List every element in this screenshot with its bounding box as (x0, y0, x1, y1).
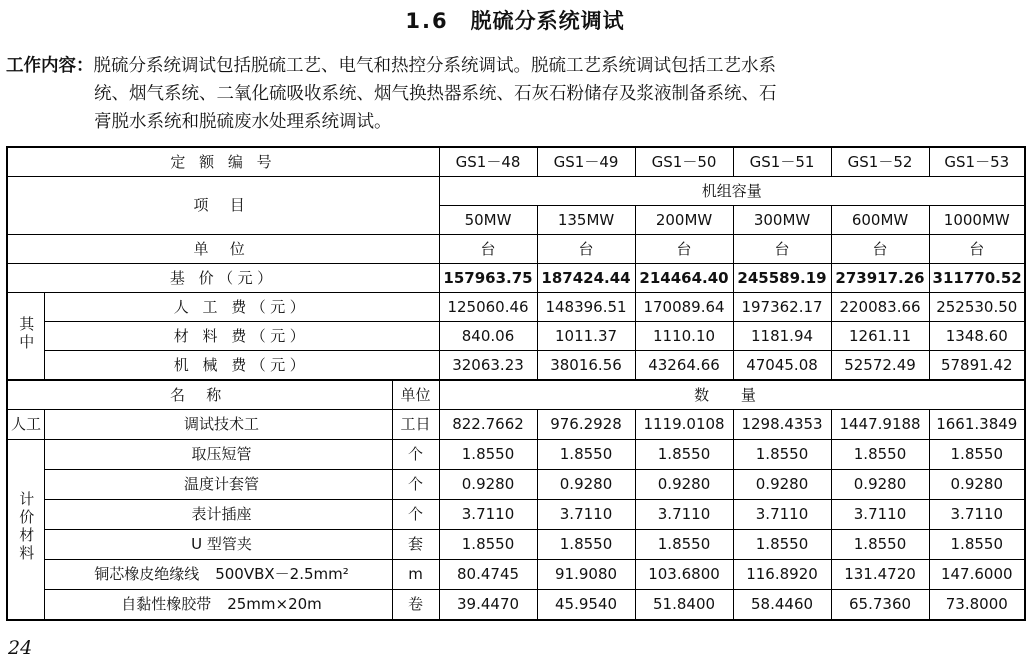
material-value-4-6: 1.8550 (929, 530, 1025, 560)
material-name-2: 温度计套管 (44, 470, 392, 500)
capacity-cell-3: 200MW (635, 206, 733, 235)
base-price-cell-1: 157963.75 (439, 264, 537, 293)
unit-cell-4: 台 (733, 235, 831, 264)
labor-item-name: 调试技术工 (44, 410, 392, 440)
table-row (7, 440, 1025, 470)
material-value-3-6: 3.7110 (929, 500, 1025, 530)
material-value-2-2: 0.9280 (537, 470, 635, 500)
row-label-quota-number: 定 额 编 号 (7, 147, 439, 177)
base-price-cell-3: 214464.40 (635, 264, 733, 293)
material-value-5-4: 116.8920 (733, 560, 831, 590)
labor-cost-cell-2: 148396.51 (537, 293, 635, 322)
labor-item-value-1: 822.7662 (439, 410, 537, 440)
quota-number-cell-4: GS1－51 (733, 147, 831, 177)
material-unit-2: 个 (392, 470, 439, 500)
work-content-line-1: 脱硫分系统调试包括脱硫工艺、电气和热控分系统调试。脱硫工艺系统调试包括工艺水系 (93, 56, 776, 76)
table-row-project-capacity-group (7, 177, 1025, 206)
of-which-group-label: 其中 (7, 293, 44, 381)
material-cost-cell-2: 1011.37 (537, 322, 635, 351)
material-value-6-4: 58.4460 (733, 590, 831, 620)
section-number: 1.6 (405, 9, 449, 33)
quota-number-cell-6: GS1－53 (929, 147, 1025, 177)
row-label-material-cost: 材 料 费（元） (44, 322, 439, 351)
labor-cost-cell-1: 125060.46 (439, 293, 537, 322)
material-value-6-2: 45.9540 (537, 590, 635, 620)
material-cost-cell-1: 840.06 (439, 322, 537, 351)
material-value-1-1: 1.8550 (439, 440, 537, 470)
material-unit-5: m (392, 560, 439, 590)
labor-item-value-2: 976.2928 (537, 410, 635, 440)
priced-material-group-label: 计价材料 (7, 440, 44, 620)
material-unit-1: 个 (392, 440, 439, 470)
table-row-labor-cost (7, 293, 1025, 322)
material-value-4-2: 1.8550 (537, 530, 635, 560)
material-cost-cell-3: 1110.10 (635, 322, 733, 351)
machinery-cost-cell-1: 32063.23 (439, 351, 537, 381)
row-label-base-price: 基 价（元） (7, 264, 439, 293)
labor-group-label: 人工 (7, 410, 44, 440)
machinery-cost-cell-4: 47045.08 (733, 351, 831, 381)
unit-cell-1: 台 (439, 235, 537, 264)
material-value-6-6: 73.8000 (929, 590, 1025, 620)
column-header-quantity: 数 量 (439, 380, 1025, 410)
capacity-cell-6: 1000MW (929, 206, 1025, 235)
row-label-machinery-cost: 机 械 费（元） (44, 351, 439, 381)
table-row-labor-item (7, 410, 1025, 440)
material-value-1-6: 1.8550 (929, 440, 1025, 470)
column-header-unit: 单位 (392, 380, 439, 410)
table-row-unit (7, 235, 1025, 264)
table-row (7, 560, 1025, 590)
capacity-group-header: 机组容量 (439, 177, 1025, 206)
page-number: 24 (8, 637, 33, 659)
material-value-3-5: 3.7110 (831, 500, 929, 530)
page-title (0, 6, 1030, 36)
labor-cost-cell-5: 220083.66 (831, 293, 929, 322)
material-name-3: 表计插座 (44, 500, 392, 530)
labor-item-value-4: 1298.4353 (733, 410, 831, 440)
base-price-cell-5: 273917.26 (831, 264, 929, 293)
table-row (7, 500, 1025, 530)
material-value-4-5: 1.8550 (831, 530, 929, 560)
material-name-5: 铜芯橡皮绝缘线 500VBX－2.5mm² (44, 560, 392, 590)
material-cost-cell-6: 1348.60 (929, 322, 1025, 351)
material-name-6: 自黏性橡胶带 25mm×20m (44, 590, 392, 620)
labor-item-value-3: 1119.0108 (635, 410, 733, 440)
base-price-cell-4: 245589.19 (733, 264, 831, 293)
material-value-2-4: 0.9280 (733, 470, 831, 500)
table-row (7, 590, 1025, 620)
material-value-5-1: 80.4745 (439, 560, 537, 590)
material-value-1-4: 1.8550 (733, 440, 831, 470)
material-value-5-2: 91.9080 (537, 560, 635, 590)
material-value-3-2: 3.7110 (537, 500, 635, 530)
table-row-column-headers (7, 380, 1025, 410)
unit-cell-5: 台 (831, 235, 929, 264)
quota-number-cell-3: GS1－50 (635, 147, 733, 177)
table-row-material-cost (7, 322, 1025, 351)
material-value-2-1: 0.9280 (439, 470, 537, 500)
base-price-cell-6: 311770.52 (929, 264, 1025, 293)
capacity-cell-1: 50MW (439, 206, 537, 235)
labor-cost-cell-4: 197362.17 (733, 293, 831, 322)
material-spec-5: 500VBX－2.5mm² (215, 565, 349, 583)
material-value-3-4: 3.7110 (733, 500, 831, 530)
material-unit-6: 卷 (392, 590, 439, 620)
material-value-6-1: 39.4470 (439, 590, 537, 620)
unit-cell-6: 台 (929, 235, 1025, 264)
material-name-1: 取压短管 (44, 440, 392, 470)
row-label-unit: 单 位 (7, 235, 439, 264)
material-value-3-3: 3.7110 (635, 500, 733, 530)
work-content-line-2: 统、烟气系统、二氧化硫吸收系统、烟气换热器系统、石灰石粉储存及浆液制备系统、石 (94, 84, 777, 104)
table-row-quota-number (7, 147, 1025, 177)
material-value-5-3: 103.6800 (635, 560, 733, 590)
work-content-label: 工作内容： (6, 56, 94, 76)
quota-number-cell-1: GS1－48 (439, 147, 537, 177)
material-value-3-1: 3.7110 (439, 500, 537, 530)
base-price-cell-2: 187424.44 (537, 264, 635, 293)
table-row-base-price (7, 264, 1025, 293)
machinery-cost-cell-2: 38016.56 (537, 351, 635, 381)
machinery-cost-cell-5: 52572.49 (831, 351, 929, 381)
material-value-2-6: 0.9280 (929, 470, 1025, 500)
quota-number-cell-5: GS1－52 (831, 147, 929, 177)
material-value-1-2: 1.8550 (537, 440, 635, 470)
table-row-machinery-cost (7, 351, 1025, 381)
table-row (7, 530, 1025, 560)
material-value-5-5: 131.4720 (831, 560, 929, 590)
column-header-name: 名 称 (7, 380, 392, 410)
work-content-block (6, 52, 1020, 136)
work-content-line-3: 膏脱水系统和脱硫废水处理系统调试。 (94, 112, 392, 132)
unit-cell-2: 台 (537, 235, 635, 264)
labor-item-value-6: 1661.3849 (929, 410, 1025, 440)
labor-item-value-5: 1447.9188 (831, 410, 929, 440)
row-label-project: 项 目 (7, 177, 439, 235)
quota-table (6, 146, 1026, 621)
machinery-cost-cell-3: 43264.66 (635, 351, 733, 381)
quota-number-cell-2: GS1－49 (537, 147, 635, 177)
material-cost-cell-4: 1181.94 (733, 322, 831, 351)
labor-cost-cell-3: 170089.64 (635, 293, 733, 322)
material-value-6-5: 65.7360 (831, 590, 929, 620)
capacity-cell-2: 135MW (537, 206, 635, 235)
material-value-1-3: 1.8550 (635, 440, 733, 470)
material-spec-6: 25mm×20m (227, 594, 322, 613)
material-value-4-3: 1.8550 (635, 530, 733, 560)
labor-cost-cell-6: 252530.50 (929, 293, 1025, 322)
material-cost-cell-5: 1261.11 (831, 322, 929, 351)
capacity-cell-5: 600MW (831, 206, 929, 235)
material-unit-4: 套 (392, 530, 439, 560)
capacity-cell-4: 300MW (733, 206, 831, 235)
material-value-5-6: 147.6000 (929, 560, 1025, 590)
material-value-4-1: 1.8550 (439, 530, 537, 560)
table-row (7, 470, 1025, 500)
machinery-cost-cell-6: 57891.42 (929, 351, 1025, 381)
material-value-2-5: 0.9280 (831, 470, 929, 500)
material-value-6-3: 51.8400 (635, 590, 733, 620)
labor-item-unit: 工日 (392, 410, 439, 440)
material-unit-3: 个 (392, 500, 439, 530)
material-value-2-3: 0.9280 (635, 470, 733, 500)
section-title: 脱硫分系统调试 (470, 9, 625, 33)
unit-cell-3: 台 (635, 235, 733, 264)
material-value-4-4: 1.8550 (733, 530, 831, 560)
material-value-1-5: 1.8550 (831, 440, 929, 470)
material-name-4: U 型管夹 (44, 530, 392, 560)
row-label-labor-cost: 人 工 费（元） (44, 293, 439, 322)
